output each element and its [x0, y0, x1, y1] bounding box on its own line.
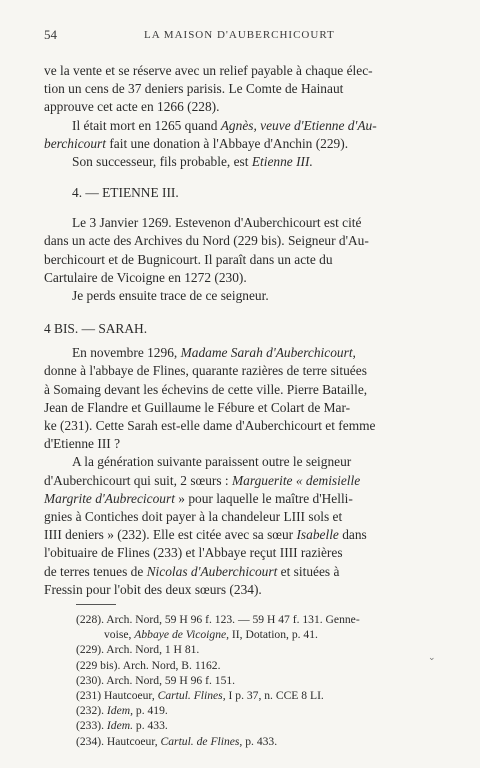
footnote-229bis: (229 bis). Arch. Nord, B. 1162.	[76, 658, 221, 672]
text-span: » pour laquelle le maître d'Helli-	[174, 490, 353, 506]
italic-name: berchicourt	[44, 135, 106, 151]
italic-title: Idem.	[106, 719, 133, 733]
paragraph-line	[44, 344, 434, 362]
text-span: p. 419.	[133, 704, 168, 718]
text-span: d'Auberchicourt qui suit, 2 sœurs :	[44, 472, 232, 488]
text-span: dans	[338, 527, 367, 543]
section-sarah	[44, 320, 434, 599]
intro-line: approuve cet acte en 1266 (228).	[44, 99, 220, 115]
italic-name: Margrite d'Aubrecicourt	[44, 490, 175, 506]
italic-name: Nicolas d'Auberchicourt	[146, 563, 278, 579]
italic-name: Etienne III.	[251, 154, 313, 170]
text-span: (232).	[76, 704, 107, 718]
text-span: p. 433.	[242, 734, 278, 748]
paragraph-line	[44, 526, 434, 544]
italic-title: Cartul. de Flines,	[160, 734, 243, 748]
paragraph-line: d'Etienne III ?	[44, 436, 121, 452]
text-span: (234). Hautcoeur,	[76, 734, 161, 748]
footnote-234	[76, 734, 436, 749]
paragraph-successor	[44, 153, 434, 171]
paragraph-line: l'obituaire de Flines (233) et l'Abbaye reçut IIII razières	[44, 545, 343, 561]
text-span: de terres tenues de	[44, 563, 147, 579]
text-span: En novembre 1296,	[72, 345, 181, 361]
section-line: dans un acte des Archives du Nord (229 bis). Seigneur d'Au-	[44, 233, 369, 249]
running-title: LA MAISON D'AUBERCHICOURT	[144, 29, 335, 41]
paragraph-line: ke (231). Cette Sarah est-elle dame d'Auberchicourt et femme	[44, 418, 376, 434]
text-span: (233).	[76, 719, 107, 733]
paragraph-line: gnies à Contiches doit payer à la chandeleur LIII sols et	[44, 509, 343, 525]
footnote-232	[76, 703, 436, 718]
paragraph-line	[44, 472, 434, 490]
paragraph-line	[44, 563, 434, 581]
paragraph-line: à Somaing devant les échevins de cette ville. Pierre Bataille,	[44, 381, 368, 397]
text-span: IIII deniers » (232). Elle est citée avec sa sœur	[44, 527, 297, 543]
section-etienne-iii	[44, 184, 434, 305]
section-line: Cartulaire de Vicoigne en 1272 (230).	[44, 269, 247, 285]
footnote-230: (230). Arch. Nord, 59 H 96 f. 151.	[76, 673, 236, 687]
page-number: 54	[44, 27, 57, 42]
italic-title: Abbaye de Vicoigne,	[134, 628, 230, 642]
footnote-228-cont	[76, 627, 436, 642]
footnote-228: (228). Arch. Nord, 59 H 96 f. 123. — 59 H 47 f. 131. Genne-	[76, 613, 360, 626]
paragraph-line	[44, 490, 434, 508]
italic-name: Isabelle	[296, 527, 339, 543]
text-span: II, Dotation, p. 41.	[229, 628, 318, 642]
italic-name: Agnès, veuve d'Etienne d'Au-	[220, 117, 377, 133]
section-line: berchicourt et de Bugnicourt. Il paraît dans un acte du	[44, 251, 333, 267]
section-closing: Je perds ensuite trace de ce seigneur.	[72, 288, 269, 304]
footnote-231	[76, 688, 436, 703]
paragraph-line: A la génération suivante paraissent outre le seigneur	[72, 454, 352, 470]
text-span: et situées à	[277, 563, 340, 579]
paragraph-line: Fressin pour l'obit des deux sœurs (234).	[44, 581, 262, 597]
paragraph-line: donne à l'abbaye de Flines, quarante razières de terre situées	[44, 363, 367, 379]
intro-line: tion un cens de 37 deniers parisis. Le Comte de Hainaut	[44, 81, 344, 97]
section-line: Le 3 Janvier 1269. Estevenon d'Auberchicourt est cité	[72, 215, 362, 231]
text-span: I p. 37, n. CCE 8 LI.	[225, 689, 324, 703]
section-heading: 4 BIS. — SARAH.	[44, 321, 148, 336]
text-span: fait une donation à l'Abbaye d'Anchin (229).	[105, 135, 349, 151]
footnote-229: (229). Arch. Nord, 1 H 81.	[76, 643, 200, 657]
text-span: Son successeur, fils probable, est	[72, 154, 252, 170]
page-header	[44, 27, 436, 43]
italic-title: Cartul. Flines,	[157, 689, 226, 703]
page-blemish: ⌄	[428, 652, 436, 662]
footnote-233	[76, 718, 436, 733]
paragraph-line: Jean de Flandre et Guillaume le Fébure et Colart de Mar-	[44, 399, 351, 415]
text-span: p. 433.	[133, 719, 168, 733]
intro-block	[44, 62, 434, 171]
text-span: (231) Hautcoeur,	[76, 689, 158, 703]
section-heading: 4. — ETIENNE III.	[72, 185, 179, 200]
text-span: Il était mort en 1265 quand	[72, 117, 221, 133]
text-span: voise,	[104, 628, 135, 642]
footnotes	[76, 612, 436, 749]
italic-name: Madame Sarah d'Auberchicourt,	[180, 345, 356, 361]
footnote-divider	[76, 604, 116, 605]
italic-name: Marguerite « demisielle	[232, 472, 361, 488]
italic-title: Idem,	[106, 704, 133, 718]
intro-line: ve la vente et se réserve avec un relief payable à chaque élec-	[44, 63, 373, 78]
paragraph-agnes	[44, 117, 434, 153]
